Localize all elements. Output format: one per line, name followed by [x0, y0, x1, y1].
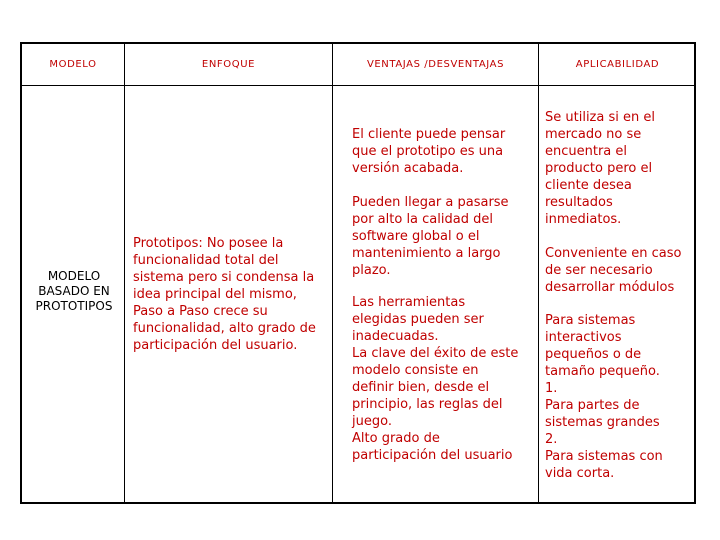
header-enfoque: ENFOQUE: [201, 59, 256, 70]
aplicabilidad-item-2: Conveniente en caso de ser necesario desarrollar módulos: [545, 246, 682, 295]
ventajas-item-2: Pueden llegar a pasarse por alto la calidad del software global o el mantenimiento a largo plazo.: [352, 195, 509, 278]
aplicabilidad-item-3: Para sistemas interactivos pequeños o de tamaño pequeño. 1. Para partes de sistemas grandes 2. Para sistemas con vida corta.: [545, 313, 663, 481]
header-divider: [22, 85, 694, 86]
comparison-table: [20, 42, 696, 504]
header-aplicabilidad: APLICABILIDAD: [575, 59, 660, 70]
ventajas-item-3: Las herramientas elegidas pueden ser inadecuadas. La clave del éxito de este modelo consiste en definir bien, desde el principio, las reglas del juego. Alto grado de participación del usuario: [352, 295, 519, 463]
column-divider: [538, 44, 539, 502]
model-name: MODELO BASADO EN PROTOTIPOS: [35, 269, 113, 313]
column-divider: [124, 44, 125, 502]
enfoque-text: Prototipos: No posee la funcionalidad total del sistema pero si condensa la idea principal del mismo, Paso a Paso crece su funcionalidad, alto grado de participación del usuario.: [133, 236, 316, 353]
header-ventajas: VENTAJAS /DESVENTAJAS: [366, 59, 505, 70]
header-modelo: MODELO: [49, 59, 97, 70]
aplicabilidad-item-1: Se utiliza si en el mercado no se encuentra el producto pero el cliente desea resultados inmediatos.: [545, 110, 655, 227]
ventajas-item-1: El cliente puede pensar que el prototipo es una versión acabada.: [352, 127, 506, 176]
